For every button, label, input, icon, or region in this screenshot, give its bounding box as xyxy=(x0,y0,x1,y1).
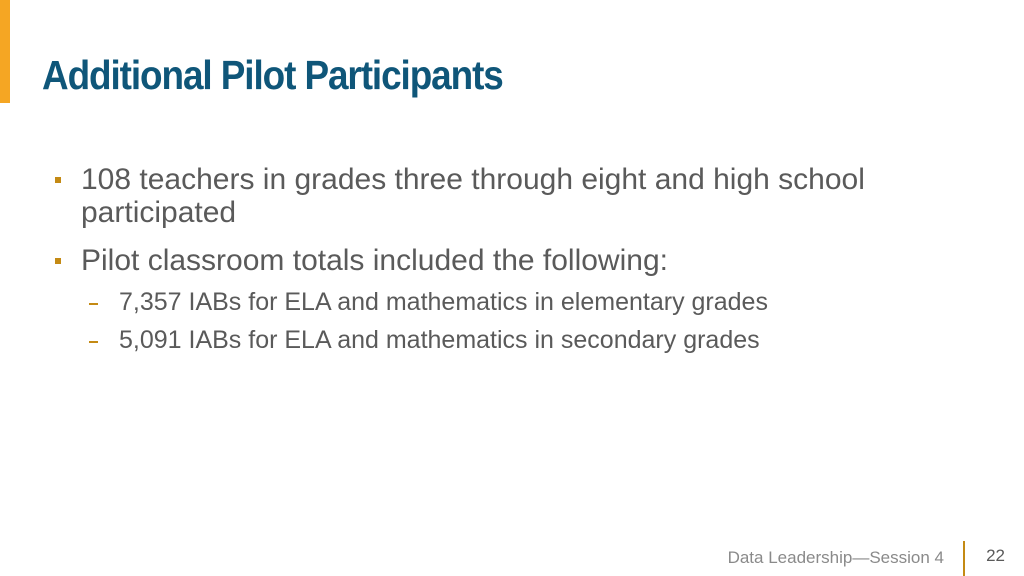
footer-divider xyxy=(963,541,965,576)
dash-bullet-icon xyxy=(89,341,98,343)
title-accent-bar xyxy=(0,0,10,103)
sub-bullet-item xyxy=(52,283,992,321)
sub-bullet-text: 5,091 IABs for ELA and mathematics in secondary grades xyxy=(119,326,760,354)
slide-title: Additional Pilot Participants xyxy=(42,52,503,98)
square-bullet-icon xyxy=(55,177,61,183)
bullet-item xyxy=(52,163,992,229)
sub-bullet-item xyxy=(52,321,992,359)
page-number: 22 xyxy=(986,546,1005,565)
bullet-text: 108 teachers in grades three through eight and high school participated xyxy=(81,163,865,229)
sub-bullet-list xyxy=(52,283,992,359)
slide-body xyxy=(52,163,992,359)
footer-label: Data Leadership—Session 4 xyxy=(727,548,944,567)
dash-bullet-icon xyxy=(89,303,98,305)
bullet-text: Pilot classroom totals included the following: xyxy=(81,244,668,277)
square-bullet-icon xyxy=(55,258,61,264)
sub-bullet-text: 7,357 IABs for ELA and mathematics in elementary grades xyxy=(119,288,768,316)
bullet-item xyxy=(52,244,992,277)
